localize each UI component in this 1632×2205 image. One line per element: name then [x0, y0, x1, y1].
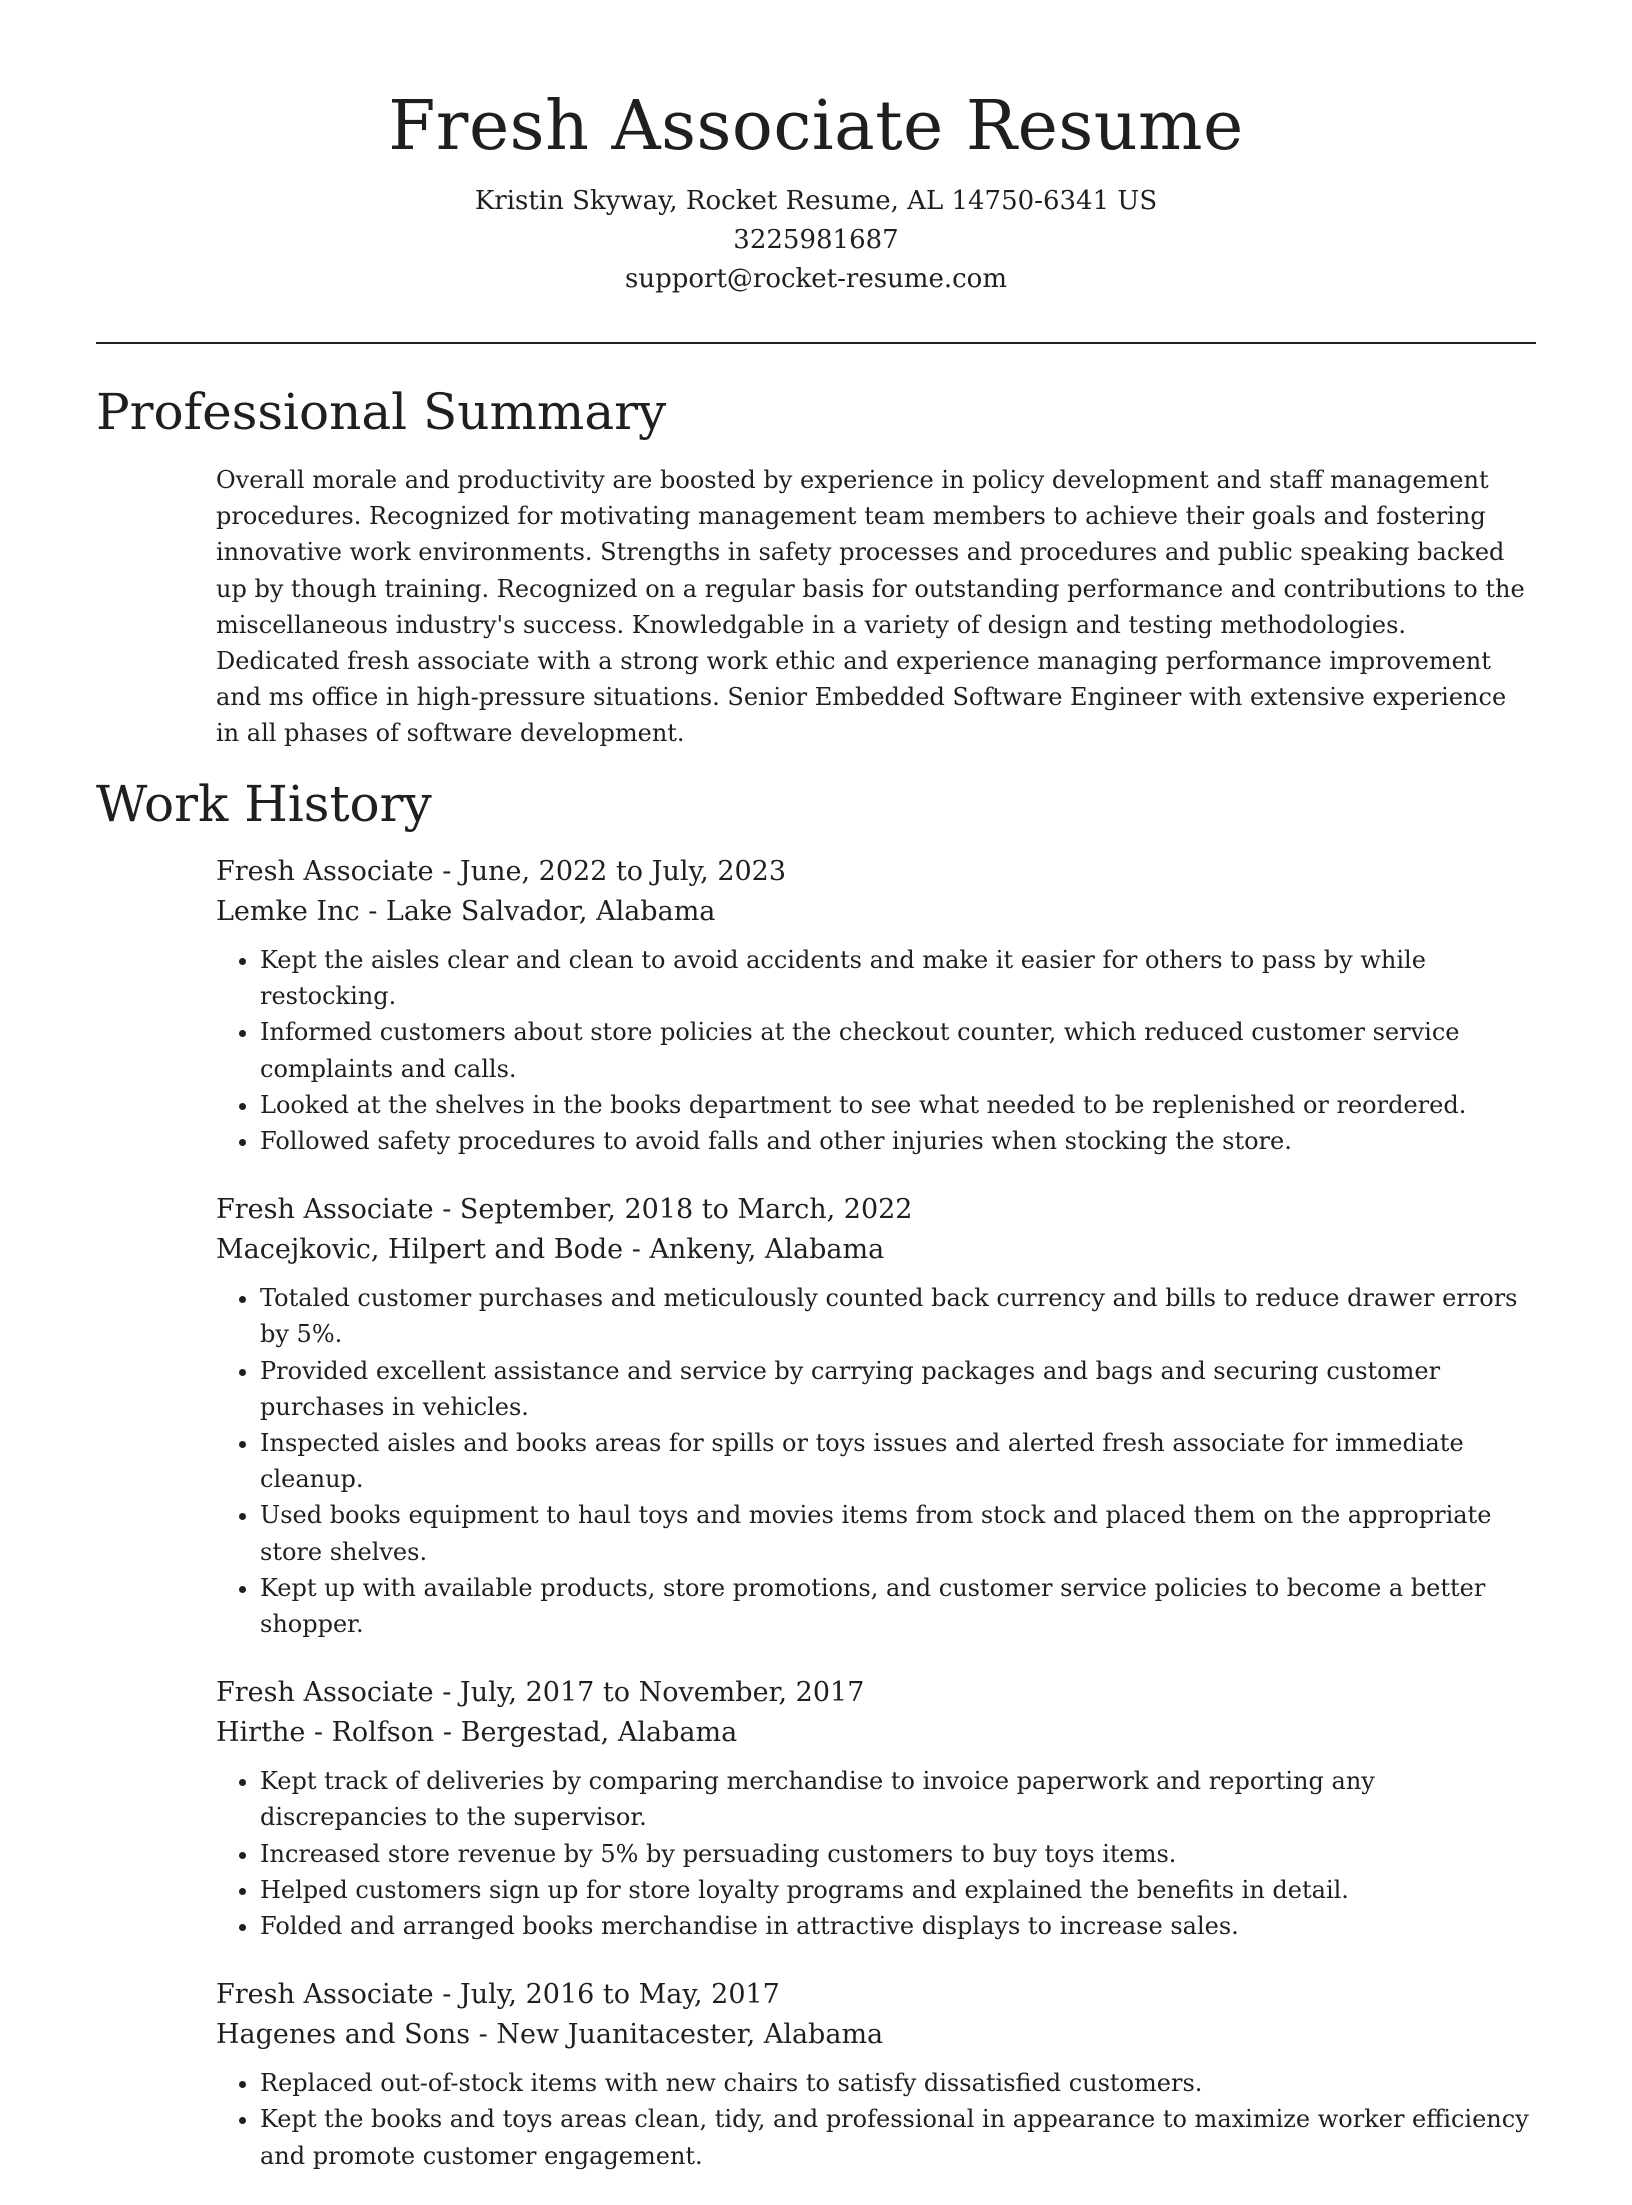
summary-heading: Professional Summary	[96, 383, 667, 441]
job-bullet: • Inspected aisles and books areas for spills or toys issues and alerted fresh associate for immediate cleanup.	[260, 1425, 1536, 1497]
job-entry	[216, 1190, 1536, 1642]
job-title-line: Fresh Associate - July, 2017 to November, 2017	[216, 1677, 865, 1709]
job-bullet: • Folded and arranged books merchandise in attractive displays to increase sales.	[260, 1908, 1536, 1944]
job-company: Macejkovic, Hilpert and Bode	[216, 1234, 624, 1266]
job-location: New Juanitacester, Alabama	[496, 2019, 884, 2051]
job-bullet: • Increased store revenue by 5% by persuading customers to buy toys items.	[260, 1836, 1536, 1872]
job-title-line: Fresh Associate - September, 2018 to March, 2022	[216, 1194, 913, 1226]
job-bullet: • Kept the aisles clear and clean to avoid accidents and make it easier for others to pass by while restocking.	[260, 942, 1536, 1014]
job-bullets	[216, 2065, 1536, 2174]
job-company: Lemke Inc	[216, 896, 360, 927]
job-bullet: • Kept the books and toys areas clean, tidy, and professional in appearance to maximize worker efficiency and promote customer engagement.	[260, 2101, 1536, 2173]
job-bullets	[216, 1280, 1536, 1642]
contact-address: Kristin Skyway, Rocket Resume, AL 14750-6341 US	[474, 186, 1158, 216]
job-bullet: • Helped customers sign up for store loyalty programs and explained the benefits in detail.	[260, 1872, 1536, 1908]
job-bullet: • Looked at the shelves in the books department to see what needed to be replenished or reordered.	[260, 1087, 1536, 1123]
job-title: Fresh Associate	[216, 1194, 434, 1226]
job-bullet: • Kept up with available products, store promotions, and customer service policies to become a better shopper.	[260, 1570, 1536, 1642]
contact-phone: 3225981687	[733, 225, 899, 255]
job-company-line: Macejkovic, Hilpert and Bode - Ankeny, Alabama	[216, 1234, 885, 1266]
job-dates: July, 2016 to May, 2017	[459, 1979, 780, 2011]
job-location: Bergestad, Alabama	[460, 1717, 738, 1749]
job-title: Fresh Associate	[216, 1677, 434, 1709]
resume-title: Fresh Associate Resume	[388, 87, 1244, 166]
job-bullet: • Provided excellent assistance and service by carrying packages and bags and securing customer purchases in vehicles.	[260, 1353, 1536, 1425]
job-location: Lake Salvador, Alabama	[385, 896, 716, 927]
job-bullets	[216, 1763, 1536, 1944]
job-company-line: Lemke Inc - Lake Salvador, Alabama	[216, 896, 716, 927]
job-company-line: Hagenes and Sons - New Juanitacester, Alabama	[216, 2019, 884, 2051]
job-title: Fresh Associate	[216, 1979, 434, 2011]
job-bullet: • Informed customers about store policies at the checkout counter, which reduced customer service complaints and calls.	[260, 1014, 1536, 1086]
job-dates: July, 2017 to November, 2017	[459, 1677, 865, 1709]
job-bullet: • Used books equipment to haul toys and movies items from stock and placed them on the appropriate store shelves.	[260, 1497, 1536, 1569]
job-entry	[216, 1673, 1536, 1944]
job-entry	[216, 1975, 1536, 2174]
work-history-list	[216, 852, 1536, 2205]
contact-block	[96, 182, 1536, 299]
work-history-heading: Work History	[96, 775, 432, 833]
job-bullet: • Replaced out-of-stock items with new chairs to satisfy dissatisfied customers.	[260, 2065, 1536, 2101]
job-bullet: • Followed safety procedures to avoid falls and other injuries when stocking the store.	[260, 1123, 1536, 1159]
job-title-line: Fresh Associate - July, 2016 to May, 2017	[216, 1979, 780, 2011]
job-bullets	[216, 942, 1536, 1159]
resume-header	[96, 82, 1536, 299]
job-company-line: Hirthe - Rolfson - Bergestad, Alabama	[216, 1717, 738, 1749]
job-title: Fresh Associate	[216, 856, 434, 887]
job-dates: September, 2018 to March, 2022	[459, 1194, 913, 1226]
contact-email: support@rocket-resume.com	[624, 264, 1007, 294]
job-location: Ankeny, Alabama	[649, 1234, 885, 1266]
summary-text: Overall morale and productivity are boosted by experience in policy development and staff management procedures. Recognized for motivating management team members to achieve their goals and fostering innovative work environments. Strengths in safety processes and procedures and public speaking backed up by though training. Recognized on a regular basis for outstanding performance and contributions to the miscellaneous industry's success. Knowledgable in a variety of design and testing methodologies. Dedicated fresh associate with a strong work ethic and experience managing performance improvement and ms office in high-pressure situations. Senior Embedded Software Engineer with extensive experience in all phases of software development.	[216, 466, 1525, 748]
job-bullet: • Kept track of deliveries by comparing merchandise to invoice paperwork and reporting any discrepancies to the supervisor.	[260, 1763, 1536, 1835]
job-title-line: Fresh Associate - June, 2022 to July, 2023	[216, 856, 787, 887]
header-divider	[96, 342, 1536, 344]
job-company: Hirthe - Rolfson	[216, 1717, 435, 1749]
job-entry	[216, 852, 1536, 1159]
job-dates: June, 2022 to July, 2023	[459, 856, 787, 887]
job-bullet: • Totaled customer purchases and meticulously counted back currency and bills to reduce drawer errors by 5%.	[260, 1280, 1536, 1352]
job-company: Hagenes and Sons	[216, 2019, 471, 2051]
